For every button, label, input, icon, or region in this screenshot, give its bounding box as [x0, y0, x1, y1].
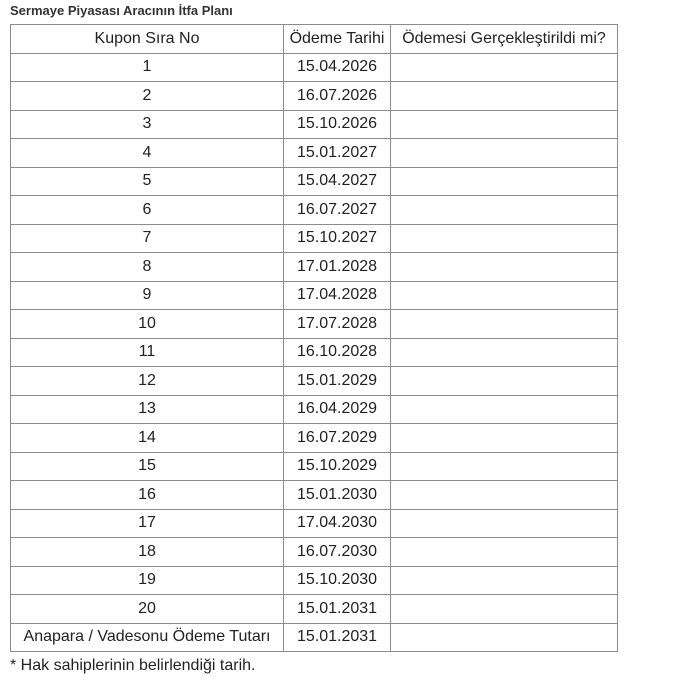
table-row	[11, 253, 618, 282]
cell-payment-date: 17.07.2028	[284, 310, 391, 339]
cell-payment-date: 16.04.2029	[284, 395, 391, 424]
cell-coupon-no: 18	[11, 538, 284, 567]
cell-payment-done	[391, 139, 618, 168]
cell-payment-done	[391, 110, 618, 139]
cell-payment-done	[391, 196, 618, 225]
table-row	[11, 367, 618, 396]
table-row	[11, 196, 618, 225]
cell-coupon-no: 17	[11, 509, 284, 538]
cell-payment-date: 15.01.2029	[284, 367, 391, 396]
table-row	[11, 224, 618, 253]
column-header-payment-done: Ödemesi Gerçekleştirildi mi?	[391, 25, 618, 54]
cell-coupon-no: 6	[11, 196, 284, 225]
cell-coupon-no: 9	[11, 281, 284, 310]
table-row	[11, 395, 618, 424]
cell-coupon-no: 5	[11, 167, 284, 196]
cell-payment-done	[391, 167, 618, 196]
page-title: Sermaye Piyasası Aracının İtfa Planı	[10, 3, 233, 18]
cell-payment-date: 15.01.2031	[284, 623, 391, 652]
cell-payment-done	[391, 82, 618, 111]
table-row	[11, 82, 618, 111]
table-row	[11, 281, 618, 310]
cell-payment-date: 16.07.2029	[284, 424, 391, 453]
table-row	[11, 452, 618, 481]
cell-payment-done	[391, 395, 618, 424]
cell-payment-done	[391, 509, 618, 538]
cell-payment-date: 17.04.2030	[284, 509, 391, 538]
footnote: * Hak sahiplerinin belirlendiği tarih.	[10, 657, 256, 674]
cell-coupon-no: 12	[11, 367, 284, 396]
cell-coupon-no: 2	[11, 82, 284, 111]
cell-payment-date: 16.07.2027	[284, 196, 391, 225]
cell-coupon-no: 14	[11, 424, 284, 453]
column-header-coupon-no: Kupon Sıra No	[11, 25, 284, 54]
cell-payment-date: 15.04.2027	[284, 167, 391, 196]
cell-payment-date: 15.04.2026	[284, 53, 391, 82]
table-row	[11, 110, 618, 139]
cell-payment-done	[391, 338, 618, 367]
table-row	[11, 595, 618, 624]
cell-coupon-no: 11	[11, 338, 284, 367]
cell-payment-date: 15.01.2027	[284, 139, 391, 168]
cell-coupon-no: 8	[11, 253, 284, 282]
table-row	[11, 53, 618, 82]
cell-coupon-no: 4	[11, 139, 284, 168]
cell-coupon-no: 10	[11, 310, 284, 339]
redemption-schedule-table	[10, 24, 618, 652]
cell-payment-done	[391, 481, 618, 510]
cell-payment-date: 15.10.2030	[284, 566, 391, 595]
cell-payment-date: 16.07.2030	[284, 538, 391, 567]
table-row	[11, 310, 618, 339]
cell-payment-date: 17.01.2028	[284, 253, 391, 282]
table-header-row	[11, 25, 618, 54]
cell-coupon-no: 7	[11, 224, 284, 253]
cell-payment-date: 15.01.2031	[284, 595, 391, 624]
table-row	[11, 566, 618, 595]
cell-payment-date: 17.04.2028	[284, 281, 391, 310]
table-row	[11, 623, 618, 652]
table-row	[11, 481, 618, 510]
table-row	[11, 139, 618, 168]
cell-coupon-no: 19	[11, 566, 284, 595]
cell-payment-done	[391, 623, 618, 652]
cell-coupon-no: 16	[11, 481, 284, 510]
cell-coupon-no: 3	[11, 110, 284, 139]
cell-coupon-no: Anapara / Vadesonu Ödeme Tutarı	[11, 623, 284, 652]
cell-payment-date: 16.10.2028	[284, 338, 391, 367]
cell-payment-date: 15.10.2027	[284, 224, 391, 253]
cell-payment-done	[391, 367, 618, 396]
cell-coupon-no: 20	[11, 595, 284, 624]
cell-payment-done	[391, 310, 618, 339]
table-row	[11, 538, 618, 567]
cell-payment-done	[391, 424, 618, 453]
cell-payment-date: 15.10.2026	[284, 110, 391, 139]
cell-payment-done	[391, 53, 618, 82]
cell-payment-date: 16.07.2026	[284, 82, 391, 111]
cell-payment-done	[391, 452, 618, 481]
cell-payment-date: 15.01.2030	[284, 481, 391, 510]
cell-payment-done	[391, 595, 618, 624]
cell-coupon-no: 13	[11, 395, 284, 424]
cell-coupon-no: 1	[11, 53, 284, 82]
cell-payment-done	[391, 566, 618, 595]
table-row	[11, 509, 618, 538]
cell-coupon-no: 15	[11, 452, 284, 481]
table-row	[11, 424, 618, 453]
column-header-payment-date: Ödeme Tarihi	[284, 25, 391, 54]
cell-payment-done	[391, 538, 618, 567]
cell-payment-date: 15.10.2029	[284, 452, 391, 481]
cell-payment-done	[391, 253, 618, 282]
cell-payment-done	[391, 281, 618, 310]
table-row	[11, 338, 618, 367]
cell-payment-done	[391, 224, 618, 253]
table-row	[11, 167, 618, 196]
